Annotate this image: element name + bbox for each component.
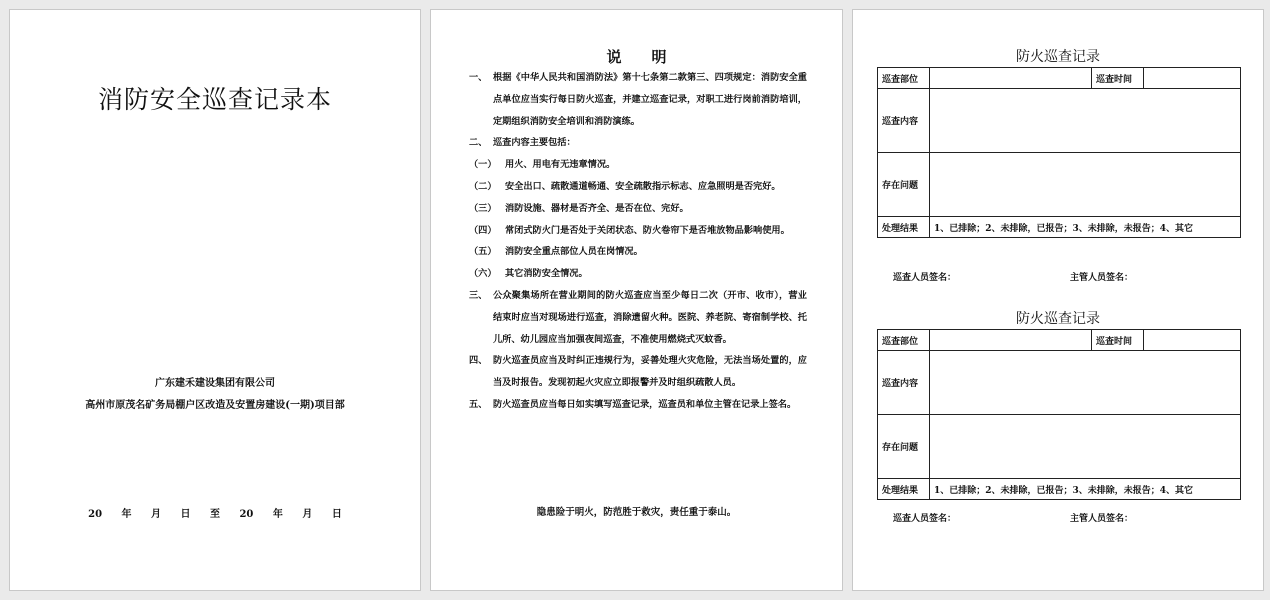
result-label: 处理结果 <box>878 217 930 238</box>
issue-field[interactable] <box>930 415 1241 479</box>
time-field[interactable] <box>1144 68 1241 89</box>
item-number: 一、 <box>469 72 488 83</box>
explanation-body <box>469 67 807 416</box>
subitem-text: 安全出口、疏散通道畅通、安全疏散指示标志、应急照明是否完好。 <box>505 180 781 192</box>
item-number: 三、 <box>469 289 488 301</box>
item-number: 四、 <box>469 355 488 367</box>
explanation-item <box>469 67 807 132</box>
record-title: 防火巡查记录 <box>1016 49 1100 65</box>
item-number: 二、 <box>469 137 488 149</box>
inspector-signature[interactable]: 巡查人员签名： <box>893 514 957 524</box>
item-text: 防火巡查员应当及时纠正违规行为，妥善处理火灾危险，无法当场处置的，应当及时报告。发现初起火灾应立即报警并及时组织疏散人员。 <box>493 355 807 389</box>
explanation-item <box>469 394 807 416</box>
explanation-subitem <box>469 241 807 263</box>
patrol-record-table <box>877 67 1241 238</box>
issue-label: 存在问题 <box>878 415 930 479</box>
item-text: 巡查内容主要包括： <box>493 137 576 149</box>
location-label: 巡查部位 <box>878 330 930 351</box>
project-name: 高州市原茂名矿务局棚户区改造及安置房建设(一期)项目部 <box>85 400 345 411</box>
explanation-item <box>469 350 807 394</box>
explanation-page <box>430 9 843 591</box>
signature-line <box>893 511 1233 524</box>
time-field[interactable] <box>1144 330 1241 351</box>
cover-title: 消防安全巡查记录本 <box>97 85 332 114</box>
company-name: 广东建禾建设集团有限公司 <box>155 378 275 389</box>
patrol-record-table <box>877 329 1241 500</box>
supervisor-signature[interactable]: 主管人员签名： <box>1070 273 1134 283</box>
safety-motto: 隐患险于明火，防范胜于救灾，责任重于泰山。 <box>536 507 737 518</box>
explanation-title: 说明 <box>606 48 697 66</box>
result-label: 处理结果 <box>878 479 930 500</box>
content-field[interactable] <box>930 89 1241 153</box>
location-field[interactable] <box>930 330 1092 351</box>
date-range-line: 20 年 月 日 至 20 年 月 日 <box>88 509 342 520</box>
explanation-subitem <box>469 154 807 176</box>
result-options[interactable]: 1、已排除；2、未排除，已报告；3、未排除，未报告；4、其它 <box>930 217 1241 238</box>
inspector-signature[interactable]: 巡查人员签名： <box>893 273 957 283</box>
subitem-text: 消防设施、器材是否齐全、是否在位、完好。 <box>505 202 689 214</box>
subitem-number: （三） <box>469 202 497 214</box>
location-field[interactable] <box>930 68 1092 89</box>
subitem-text: 常闭式防火门是否处于关闭状态、防火卷帘下是否堆放物品影响使用。 <box>505 224 790 236</box>
item-number: 五、 <box>469 398 488 410</box>
item-text: 公众聚集场所在营业期间的防火巡查应当至少每日二次（开市、收市），营业结束时应当对现场进行巡查，消除遗留火种。医院、养老院、寄宿制学校、托儿所、幼儿园应当加强夜间巡查，不准使用燃烧式灭蚊香。 <box>493 289 807 345</box>
item-text: 根据《中华人民共和国消防法》第十七条第二款第三、四项规定：消防安全重点单位应当实行每日防火巡查，并建立巡查记录，对职工进行岗前消防培训，定期组织消防安全培训和消防演练。 <box>493 72 807 127</box>
explanation-subitem <box>469 198 807 220</box>
explanation-item <box>469 132 807 154</box>
subitem-text: 消防安全重点部位人员在岗情况。 <box>505 246 643 258</box>
subitem-text: 用火、用电有无违章情况。 <box>505 159 616 171</box>
result-options[interactable]: 1、已排除；2、未排除，已报告；3、未排除，未报告；4、其它 <box>930 479 1241 500</box>
content-label: 巡查内容 <box>878 89 930 153</box>
subitem-text: 其它消防安全情况。 <box>505 268 588 280</box>
time-label: 巡查时间 <box>1092 330 1144 351</box>
explanation-subitem <box>469 220 807 242</box>
location-label: 巡查部位 <box>878 68 930 89</box>
item-text: 防火巡查员应当每日如实填写巡查记录，巡查员和单位主管在记录上签名。 <box>493 398 797 410</box>
subitem-number: （一） <box>469 159 497 171</box>
cover-page <box>9 9 421 591</box>
explanation-item <box>469 285 807 350</box>
subitem-number: （四） <box>469 224 497 236</box>
content-field[interactable] <box>930 351 1241 415</box>
subitem-number: （五） <box>469 246 497 258</box>
subitem-number: （二） <box>469 180 497 192</box>
records-page <box>852 9 1264 591</box>
explanation-subitem <box>469 176 807 198</box>
issue-field[interactable] <box>930 153 1241 217</box>
explanation-subitem <box>469 263 807 285</box>
subitem-number: （六） <box>469 268 497 280</box>
record-title: 防火巡查记录 <box>1016 311 1100 327</box>
signature-line <box>893 270 1233 283</box>
issue-label: 存在问题 <box>878 153 930 217</box>
content-label: 巡查内容 <box>878 351 930 415</box>
time-label: 巡查时间 <box>1092 68 1144 89</box>
supervisor-signature[interactable]: 主管人员签名： <box>1070 514 1134 524</box>
